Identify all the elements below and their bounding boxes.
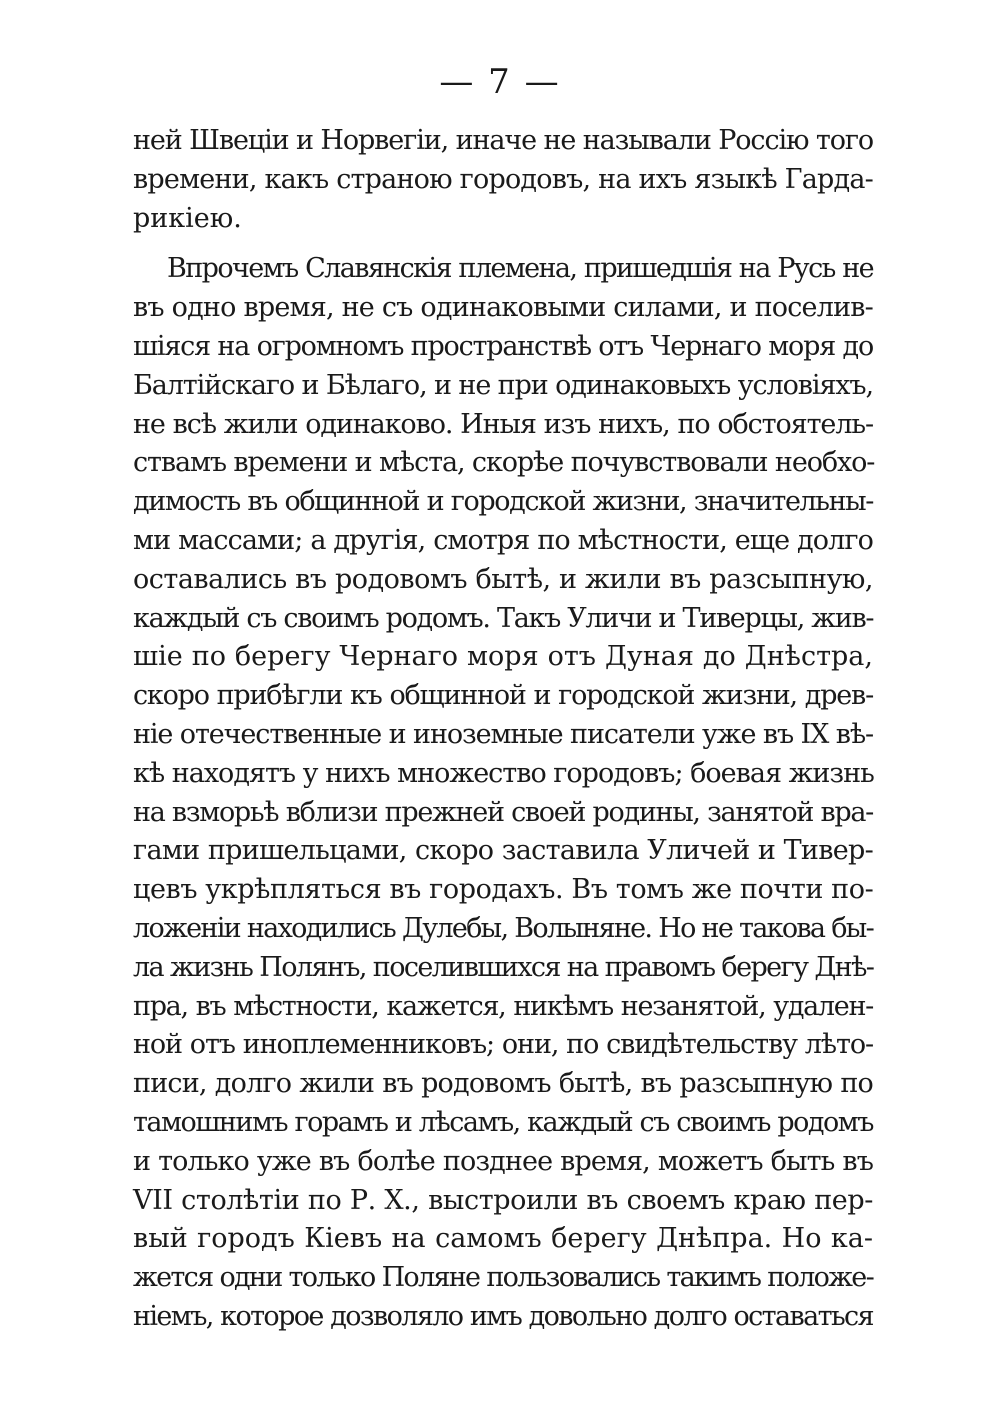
text-line: VII столѣтіи по Р. Х., выстроили въ своемъ краю пер- [133, 1184, 873, 1216]
paragraph-gap [133, 238, 873, 250]
text-line: писи, долго жили въ родовомъ бытѣ, въ разсыпную по [133, 1068, 873, 1100]
body-text [133, 122, 873, 1337]
text-line: скоро прибѣгли къ общинной и городской жизни, древ- [133, 680, 873, 712]
text-line: ніе отечественные и иноземные писатели уже въ IX вѣ- [133, 718, 874, 750]
text-line: ней Швеціи и Норвегіи, иначе не называли Россію того [133, 125, 874, 156]
text-line: времени, какъ страною городовъ, на ихъ языкѣ Гарда- [133, 163, 873, 195]
text-line: цевъ укрѣпляться въ городахъ. Въ томъ же почти по- [133, 874, 874, 906]
text-line: не всѣ жили одинаково. Иныя изъ нихъ, по обстоятель- [133, 408, 873, 440]
text-line: Балтійскаго и Бѣлаго, и не при одинаковыхъ условіяхъ, [133, 369, 873, 401]
text-line: на взморьѣ вблизи прежней своей родины, занятой вра- [133, 796, 873, 828]
text-line: ной отъ иноплеменниковъ; они, по свидѣтельству лѣто- [133, 1029, 873, 1061]
text-line: гами пришельцами, скоро заставила Уличей и Тивер- [133, 835, 873, 867]
text-line: Впрочемъ Славянскія племена, пришедшія на Русь не [167, 253, 873, 285]
text-line: ми массами; а другія, смотря по мѣстности, еще долго [133, 524, 873, 556]
text-line: ла жизнь Полянъ, поселившихся на правомъ берегу Днѣ- [133, 951, 874, 983]
text-line: шіяся на огромномъ пространствѣ отъ Чернаго моря до [133, 330, 873, 362]
text-line: каждый съ своимъ родомъ. Такъ Уличи и Тиверцы, жив- [133, 602, 874, 634]
text-line: димость въ общинной и городской жизни, значительны- [133, 486, 873, 518]
text-line: въ одно время, не съ одинаковыми силами, и поселив- [133, 292, 873, 324]
text-line: тамошнимъ горамъ и лѣсамъ, каждый съ своимъ родомъ [133, 1106, 873, 1138]
text-line: оставались въ родовомъ бытѣ, и жили въ разсыпную, [133, 563, 873, 595]
text-line: ніемъ, которое дозволяло имъ довольно долго оставаться [133, 1300, 873, 1332]
text-line: ложеніи находились Дулебы, Волыняне. Но не такова бы- [133, 912, 873, 944]
text-line: шіе по берегу Чернаго моря отъ Дуная до Днѣстра, [133, 641, 873, 673]
text-line: рикіею. [133, 202, 242, 234]
text-line: жется одни только Поляне пользовались такимъ положе- [133, 1262, 873, 1294]
text-line: ствамъ времени и мѣста, скорѣе почувствовали необхо- [133, 447, 875, 479]
paragraph-continuation [133, 122, 873, 238]
page-number: — 7 — [439, 62, 561, 102]
text-line: вый городъ Кіевъ на самомъ берегу Днѣпра. Но ка- [133, 1223, 873, 1255]
text-line: и только уже въ болѣе позднее время, можетъ быть въ [133, 1145, 873, 1177]
paragraph-main [133, 250, 873, 1336]
text-line: кѣ находятъ у нихъ множество городовъ; боевая жизнь [133, 757, 874, 789]
text-line: пра, въ мѣстности, кажется, никѣмъ незанятой, удален- [133, 990, 873, 1022]
